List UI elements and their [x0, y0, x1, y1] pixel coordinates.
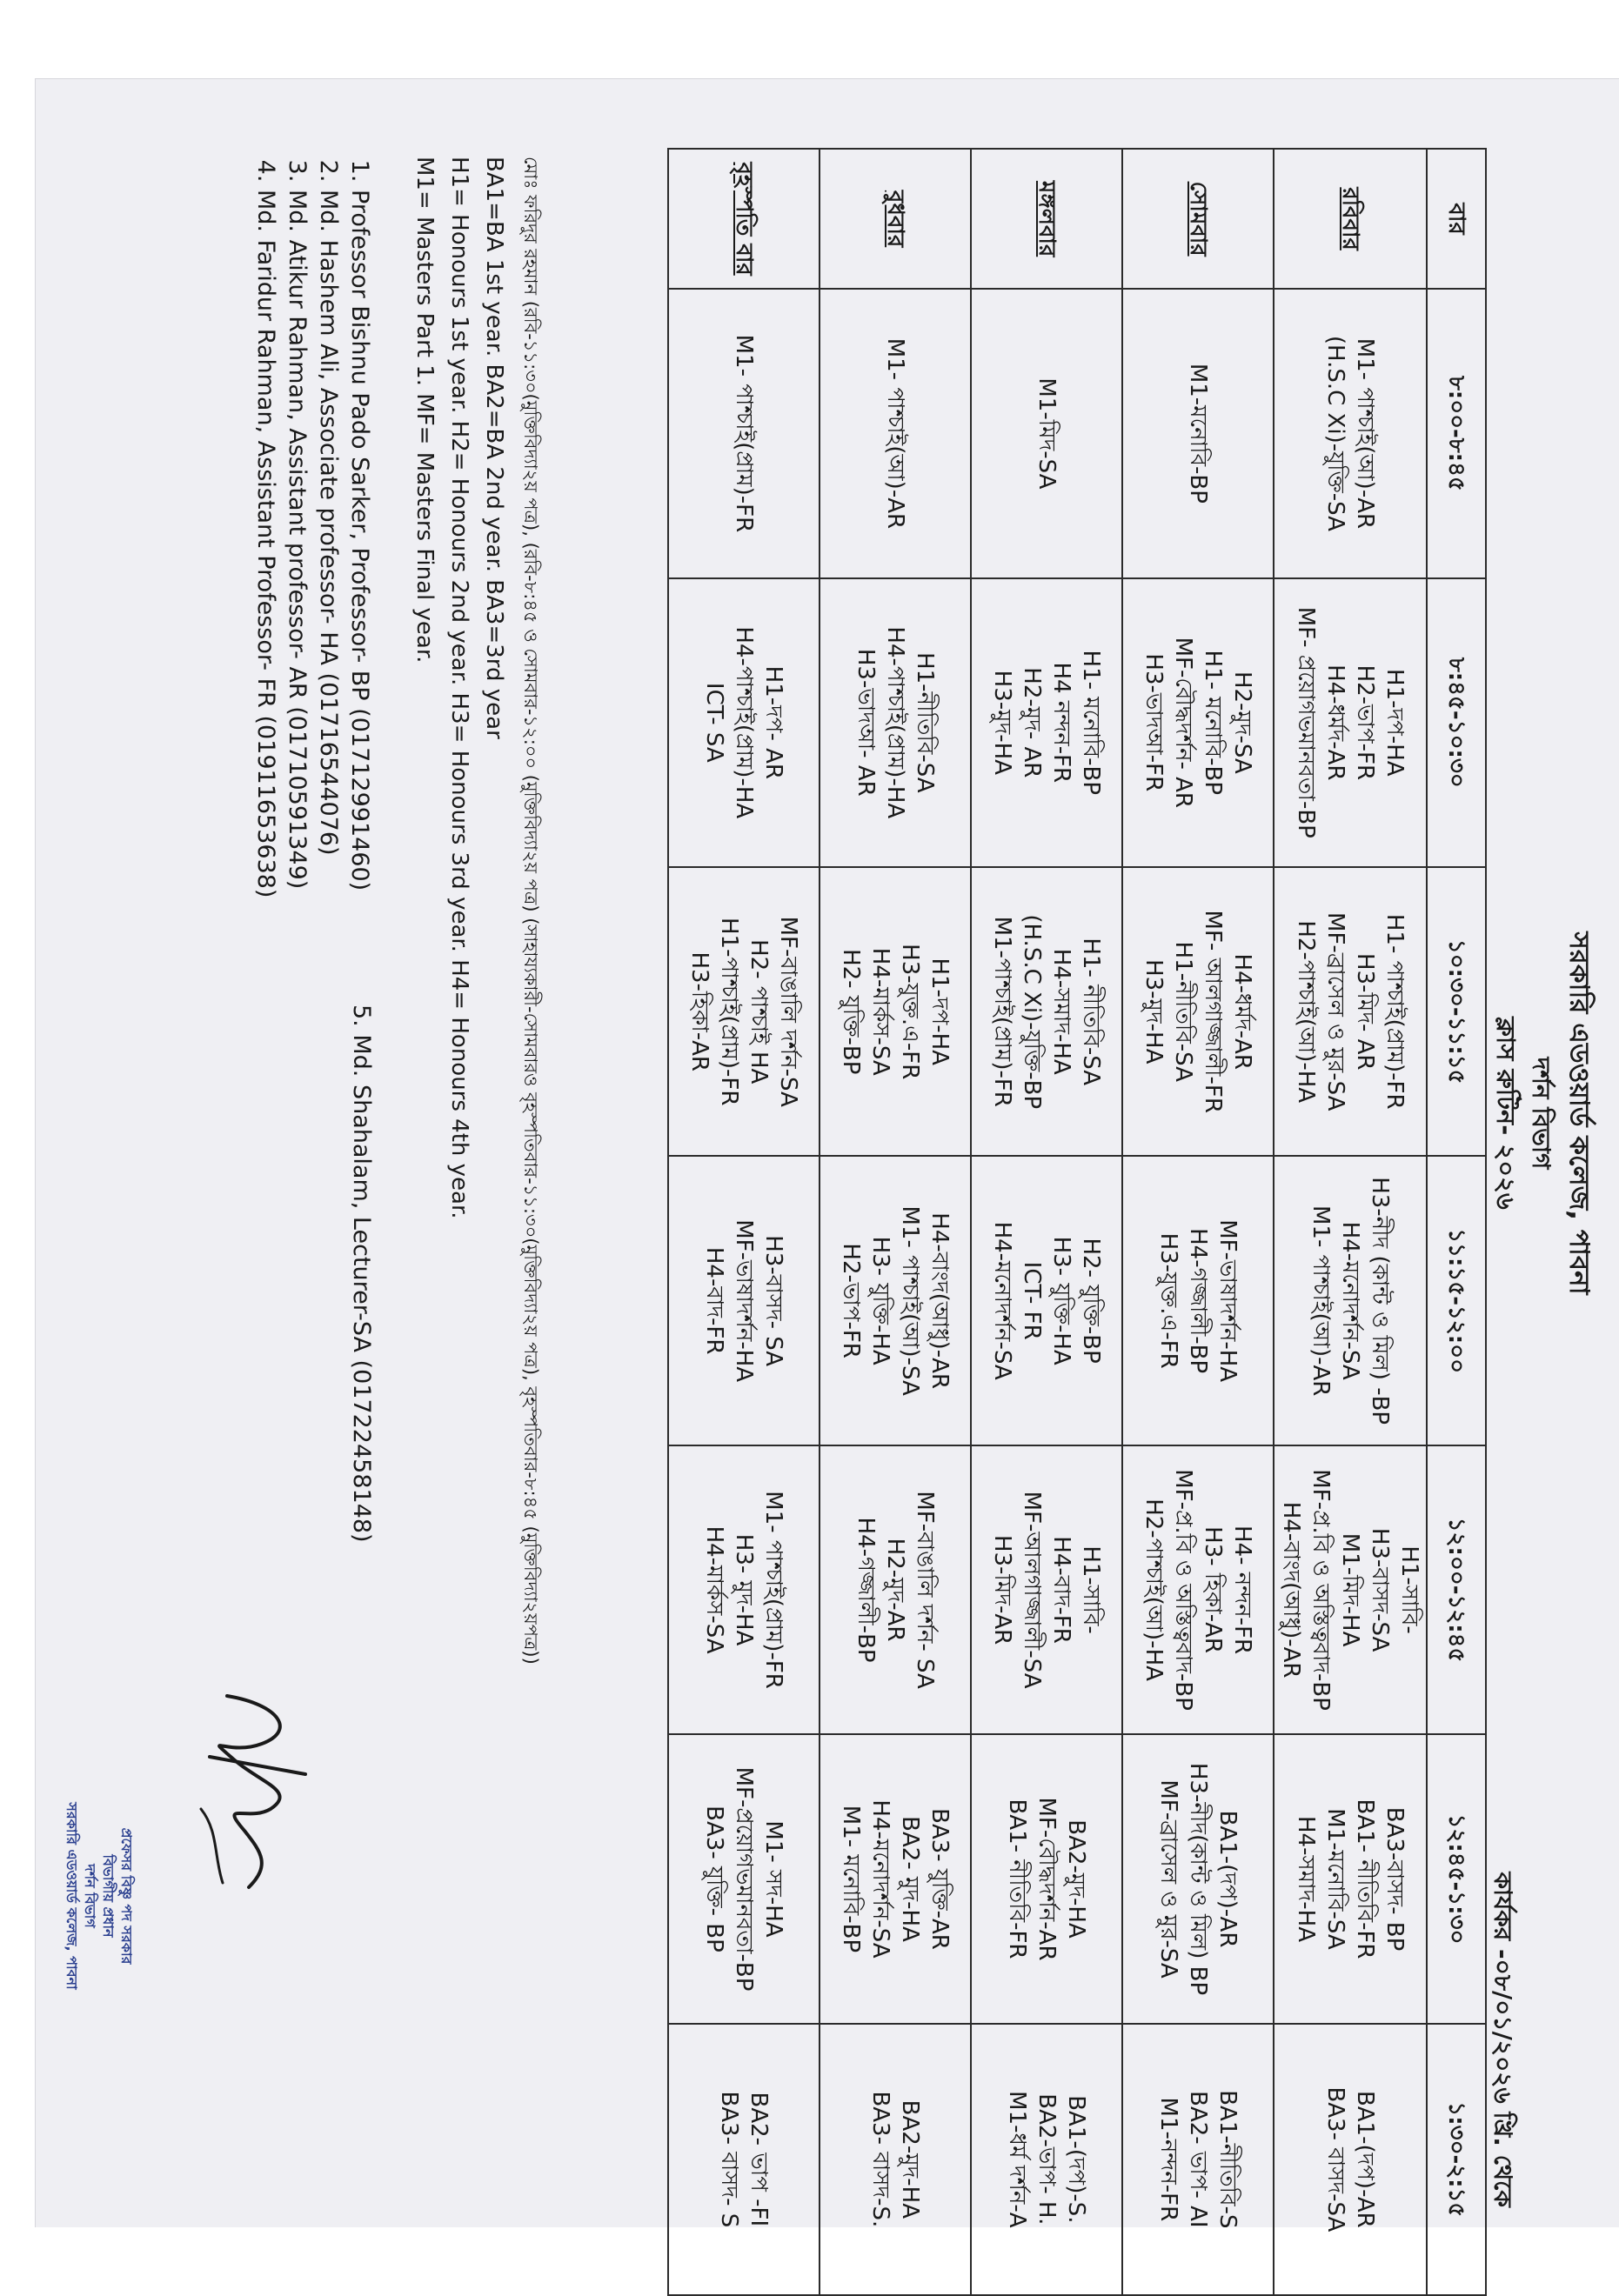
stamp-line: বিভাগীয় প্রধান: [100, 1854, 117, 1938]
class-entry: MF-বাঙালি দর্শন- SA: [912, 1491, 938, 1689]
department-head-stamp: [63, 1713, 136, 2079]
class-cell: [668, 1734, 820, 2023]
class-entry: BA1- নীতিবি-FR: [1004, 1799, 1030, 1959]
class-cell: [668, 2024, 820, 2295]
class-entry: BA2- ভাপ -FI: [746, 2092, 772, 2227]
class-entry: BA2-মুদ-HA: [1063, 1819, 1089, 1939]
class-entry: H4-বাংদ(আধু)-AR: [927, 1212, 953, 1390]
class-entry: H1- পাশ্চাই(প্রাম)-FR: [1382, 913, 1408, 1110]
class-entry: MF-ব্রাসেল ও মুর-SA: [1155, 1779, 1181, 1979]
class-entry: H3- হিকা-AR: [1200, 1526, 1226, 1653]
class-cell: [971, 2024, 1122, 2295]
day-cell: বুধবার: [820, 149, 971, 289]
class-cell: [1274, 1445, 1427, 1734]
class-entry: H3-বাসদ- SA: [760, 1235, 786, 1367]
table-row: [668, 149, 820, 2295]
routine-title: ক্লাস রুটিন- ২০২৬: [1491, 1017, 1521, 1210]
class-entry: ICT- FR: [1019, 1261, 1045, 1340]
class-entry: BA3-বাসদ- BP: [1382, 1806, 1408, 1952]
class-entry: H1-দপ-HA: [1382, 669, 1408, 777]
class-cell: [820, 1445, 971, 1734]
column-header: ১১:১৫-১২:০০: [1427, 1156, 1486, 1445]
class-entry: H3-মিদ-AR: [989, 1534, 1015, 1645]
class-cell: [1274, 578, 1427, 867]
class-entry: M1-ধর্ম দর্শন-A: [1004, 2091, 1030, 2228]
class-entry: H3-ভাদআ- AR: [853, 648, 879, 797]
class-entry: BA2-মুদ-HA: [897, 2099, 923, 2219]
class-entry: MF-প্র.বি ও অস্তিত্ববাদ-BP: [1170, 1469, 1196, 1711]
class-cell: [971, 1445, 1122, 1734]
class-entry: H2-ভাপ-FR: [1352, 664, 1378, 781]
class-cell: [820, 2024, 971, 2295]
class-entry: H2-মুদ-SA: [1229, 671, 1255, 774]
class-entry: H2-মুদ- AR: [1019, 667, 1045, 778]
college-name: সরকারি এডওয়ার্ড কলেজ, পাবনা: [1563, 931, 1595, 1295]
effective-date: কার্যকর -০৮/০১/২০২৬ খ্রি. থেকে: [1489, 1872, 1517, 2207]
class-entry: H4-পাশ্চাই(প্রাম)-HA: [882, 626, 908, 819]
signature: [175, 1679, 331, 1905]
class-entry: H4-ধর্মদ-AR: [1322, 664, 1348, 781]
class-entry: H3-বাসদ-SA: [1367, 1527, 1393, 1652]
class-entry: BA2-ভাপ- H.: [1034, 2093, 1060, 2226]
class-entry: H4-বাদ-FR: [701, 1246, 727, 1355]
class-entry: H3- মুদ-HA: [731, 1533, 757, 1646]
class-cell: [971, 578, 1122, 867]
class-entry: BA1-নীতিবি-S: [1214, 2090, 1241, 2229]
class-entry: M1-নন্দন-FR: [1155, 2097, 1181, 2222]
class-cell: [1122, 1734, 1274, 2023]
class-entry: MF-প্র.বি ও অস্তিত্ববাদ-BP: [1308, 1469, 1334, 1711]
teacher-assignment-note: মোঃ ফরিদুর রহমান (রবি-১১:৩০(মুক্তিবিদ্যা২য় পত্র), (রবি-৮:৪৫ ও সোমবার-১২:০০ (মুক্তিবিদ্যা২য় পত্র) (সাহায্যকারী-সোমবারও বৃহস্পতিবার-১১:৩০(মুক্তিবিদ্যা২য় পত্র), বৃহস্পতিবার-৮:৪৫ (মুক্তিবিদ্যা২য়পত্র)): [520, 157, 541, 1665]
class-entry: M1- সদ-HA: [760, 1820, 786, 1938]
class-cell: [1122, 1156, 1274, 1445]
class-cell: [971, 1734, 1122, 2023]
class-entry: H3- যুক্তি-HA: [867, 1236, 893, 1365]
stamp-line: দর্শন বিভাগ: [82, 1864, 98, 1928]
class-entry: H3-ভাদআ-FR: [1141, 653, 1167, 792]
class-entry: BA3- যুক্তি-AR: [927, 1808, 953, 1950]
class-entry: H2-পাশ্চাই(আ)-HA: [1141, 1498, 1167, 1681]
day-cell: রবিবার: [1274, 149, 1427, 289]
class-entry: M1-মিদ-SA: [1034, 377, 1060, 490]
class-entry: M1- পাশ্চাই(প্রাম)-FR: [760, 1491, 786, 1689]
class-entry: H4-পাশ্চাই(প্রাম)-HA: [731, 626, 757, 819]
class-entry: BA3- বাসদ- S: [716, 2091, 742, 2228]
abbreviation-line: H1= Honours 1st year. H2= Honours 2nd year. H3= Honours 3rd year. H4= Honours 4th year.: [446, 157, 472, 1219]
class-entry: H2- যুক্তি-BP: [1078, 1238, 1104, 1364]
class-entry: H1-নীতিবি-SA: [1170, 941, 1196, 1082]
column-header: ১২:০০-১২:৪৫: [1427, 1445, 1486, 1734]
class-cell: [1122, 2024, 1274, 2295]
teacher-item: 1. Professor Bishnu Pado Sarker, Professor- BP (01712991460): [344, 190, 375, 898]
column-header: ১:৩০-২:১৫: [1427, 2024, 1486, 2295]
class-entry: M1- পাশ্চাই(প্রাম)-FR: [731, 334, 757, 533]
class-entry: H3-নীদ (কান্ট ও মিল) -BP: [1367, 1177, 1393, 1425]
abbreviation-line: M1= Masters Part 1. MF= Masters Final year.: [411, 157, 438, 664]
teacher-item: 2. Md. Hashem Ali, Associate professor- HA (01716544076): [312, 190, 344, 898]
class-entry: BA1-(দপ)-AR: [1214, 1810, 1241, 1948]
class-entry: BA1-(দপ)-S.: [1063, 2095, 1089, 2224]
teacher-item: 5. Md. Shahalam, Lecturer-SA (01722458148): [348, 1004, 375, 1543]
table-row: [820, 149, 971, 2295]
class-entry: H2- পাশ্চাই HA: [746, 939, 772, 1085]
class-cell: [820, 1734, 971, 2023]
class-entry: H1-দপ-HA: [927, 958, 953, 1065]
class-entry: H2-মুদ-AR: [882, 1538, 908, 1642]
table-header-row: [1427, 149, 1486, 2295]
class-entry: H3-যুক্ত.এ-FR: [1155, 1232, 1181, 1369]
class-entry: H4-বাংদ(আধু)-AR: [1278, 1501, 1304, 1679]
class-entry: MF-ব্রাসেল ও মুর-SA: [1322, 912, 1348, 1111]
class-entry: BA1-(দপ)-AR: [1352, 2090, 1378, 2228]
class-cell: [1274, 2024, 1427, 2295]
class-cell: [820, 867, 971, 1156]
day-cell: মঙ্গলবার: [971, 149, 1122, 289]
class-entry: H4-সমাদ-HA: [1048, 948, 1074, 1075]
class-entry: H4 নন্দন-FR: [1048, 662, 1074, 784]
class-entry: H3-মিদ- AR: [1352, 952, 1378, 1071]
class-entry: MF-বৌদ্ধদর্শন- AR: [1170, 637, 1196, 808]
class-entry: H4-গজ্জালী-BP: [853, 1517, 879, 1663]
class-entry: (H.S.C Xi)-যুক্তি-SA: [1322, 335, 1348, 531]
class-entry: BA3- বাসদ-SA: [1322, 2086, 1348, 2233]
class-entry: H4-ধর্মদ-AR: [1229, 953, 1255, 1070]
class-cell: [971, 289, 1122, 577]
class-cell: [1122, 1445, 1274, 1734]
class-entry: H1-সাবি-: [1078, 1545, 1104, 1634]
class-entry: MF- আলগাজ্জালী-FR: [1200, 910, 1226, 1113]
class-entry: H4-বাদ-FR: [1048, 1536, 1074, 1644]
stamp-line: সরকারি এডওয়ার্ড কলেজ, পাবনা: [64, 1802, 80, 1990]
class-entry: MF-আলগাজ্জালী-SA: [1019, 1491, 1045, 1689]
class-entry: H1- মনোবি-BP: [1200, 650, 1226, 796]
class-cell: [668, 1156, 820, 1445]
class-entry: H4-সমাদ-HA: [1293, 1815, 1319, 1942]
day-cell: সোমবার: [1122, 149, 1274, 289]
class-entry: H4-মনোদর্শন-SA: [867, 1799, 893, 1959]
class-entry: MF-ভাষাদর্শন-HA: [1214, 1219, 1241, 1383]
department-name: দর্শন বিভাগ: [1527, 1057, 1555, 1170]
class-entry: M1-পাশ্চাই(প্রাম)-FR: [989, 916, 1015, 1107]
class-entry: H2-পাশ্চাই(আ)-HA: [1293, 920, 1319, 1104]
column-header: ৮:৪৫-১০:৩০: [1427, 578, 1486, 867]
column-header: বার: [1427, 149, 1486, 289]
class-entry: BA2- মুদ-HA: [897, 1816, 923, 1942]
class-routine-table: [667, 148, 1487, 2296]
table-row: [1274, 149, 1427, 2295]
class-entry: H1-পাশ্চাই(প্রাম)-FR: [716, 918, 742, 1106]
day-cell: বৃহস্পতি বার: [668, 149, 820, 289]
class-entry: H2- যুক্তি-BP: [838, 949, 864, 1075]
class-cell: [1122, 867, 1274, 1156]
class-entry: H4-মনোদর্শন-SA: [1337, 1221, 1363, 1380]
class-entry: H4-মার্কস-SA: [701, 1525, 727, 1654]
class-entry: H3-নীদ(কান্ট ও মিল) BP: [1185, 1762, 1211, 1996]
class-entry: H1-সাবি-: [1396, 1545, 1422, 1634]
class-cell: [668, 1445, 820, 1734]
table-row: [971, 149, 1122, 2295]
class-entry: BA1- নীতিবি-FR: [1352, 1799, 1378, 1959]
class-cell: [820, 578, 971, 867]
class-entry: M1- পাশ্চাই(আ)-SA: [897, 1205, 923, 1396]
class-entry: H3-মুদ-HA: [1141, 959, 1167, 1065]
class-entry: H4-মার্কস-SA: [867, 947, 893, 1076]
class-entry: BA3- বাসদ-S.: [867, 2091, 893, 2228]
class-entry: M1- পাশ্চাই(আ)-AR: [1352, 337, 1378, 530]
class-cell: [668, 578, 820, 867]
class-cell: [971, 867, 1122, 1156]
class-entry: H4- নন্দন-FR: [1229, 1525, 1255, 1655]
class-entry: M1- পাশ্চাই(আ)-AR: [882, 337, 908, 530]
class-cell: [971, 1156, 1122, 1445]
column-header: ৮:০০-৮:৪৫: [1427, 289, 1486, 577]
table-row: [1122, 149, 1274, 2295]
teacher-list: [250, 157, 375, 898]
class-entry: M1-মিদ-HA: [1337, 1532, 1363, 1647]
class-entry: MF-বাঙালি দর্শন-SA: [775, 916, 801, 1107]
class-entry: MF-বৌদ্ধদর্শন-AR: [1034, 1797, 1060, 1961]
class-entry: H4-মনোদর্শন-SA: [989, 1221, 1015, 1380]
stamp-line: প্রফেসর বিষ্ণু পদ সরকার: [118, 1827, 135, 1965]
class-entry: MF- প্রয়োগভমানবতা-BP: [1293, 606, 1319, 838]
class-entry: M1-মনোবি-SA: [1322, 1808, 1348, 1950]
class-entry: BA3- যুক্তি- BP: [701, 1805, 727, 1952]
class-cell: [668, 289, 820, 577]
class-entry: MF-ভাষাদর্শন-HA: [731, 1219, 757, 1383]
class-cell: [1274, 867, 1427, 1156]
teacher-item: 3. Md. Atikur Rahman, Assistant professor- AR (01710591349): [281, 190, 312, 898]
class-cell: [820, 1156, 971, 1445]
class-entry: H4-গজ্জালী-BP: [1185, 1228, 1211, 1374]
class-cell: [1274, 1156, 1427, 1445]
class-entry: H1- মনোবি-BP: [1078, 650, 1104, 796]
abbreviation-line: BA1=BA 1st year. BA2=BA 2nd year. BA3=3rd year: [481, 157, 507, 739]
class-entry: M1- পাশ্চাই(আ)-AR: [1308, 1205, 1334, 1397]
class-entry: H3-মুদ-HA: [989, 670, 1015, 775]
class-entry: ICT- SA: [701, 682, 727, 763]
column-header: ১২:৪৫-১:৩০: [1427, 1734, 1486, 2023]
class-cell: [820, 289, 971, 577]
class-entry: MF-প্রয়োগভমানবতা-BP: [731, 1766, 757, 1992]
class-cell: [668, 867, 820, 1156]
class-cell: [1122, 578, 1274, 867]
class-entry: H1-নীতিবি-SA: [912, 652, 938, 793]
class-entry: H1-দপ- AR: [760, 665, 786, 779]
column-header: ১০:৩০-১১:১৫: [1427, 867, 1486, 1156]
class-cell: [1122, 289, 1274, 577]
class-cell: [1274, 1734, 1427, 2023]
class-entry: H2-ভাপ-FR: [838, 1243, 864, 1358]
class-entry: (H.S.C Xi)-যুক্তি-BP: [1019, 914, 1045, 1110]
class-entry: BA2- ভাপ- AI: [1185, 2091, 1211, 2228]
class-entry: H3-হিকা-AR: [686, 951, 712, 1071]
class-entry: M1- মনোবি-BP: [838, 1805, 864, 1953]
class-entry: H3- যুক্তি-HA: [1048, 1236, 1074, 1365]
teacher-item: 4. Md. Faridur Rahman, Assistant Professor- FR (01911653638): [250, 190, 281, 898]
class-entry: H3-যুক্ত.এ-FR: [897, 944, 923, 1080]
class-cell: [1274, 289, 1427, 577]
class-entry: M1-মনোবি-BP: [1185, 363, 1211, 504]
class-entry: H1- নীতিবি-SA: [1078, 938, 1104, 1086]
